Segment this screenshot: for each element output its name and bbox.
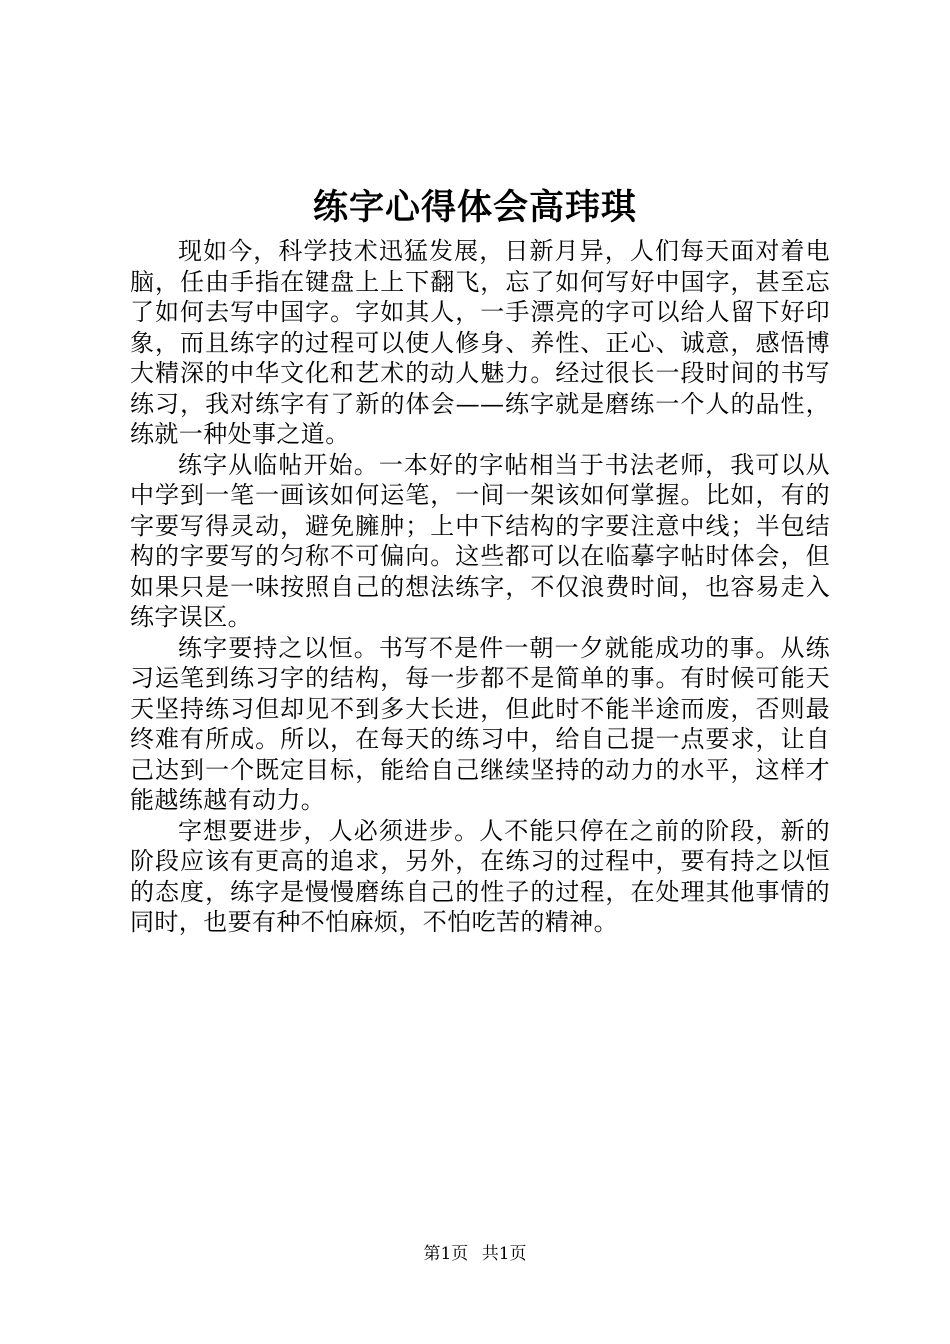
paragraph-1: 现如今，科学技术迅猛发展，日新月异，人们每天面对着电脑，任由手指在键盘上上下翻飞，忘了如何写好中国字，甚至忘了如何去写中国字。字如其人，一手漂亮的字可以给人留下好印象，而且练字的过程可以使人修身、养性、正心、诚意，感悟博大精深的中华文化和艺术的动人魅力。经过很长一段时间的书写练习，我对练字有了新的体会——练字就是磨练一个人的品性，练就一种处事之道。 [130,237,830,448]
paragraph-3: 练字要持之以恒。书写不是件一朝一夕就能成功的事。从练习运笔到练习字的结构，每一步都不是简单的事。有时候可能天天坚持练习但却见不到多大长进，但此时不能半途而废，否则最终难有所成。所以，在每天的练习中，给自己提一点要求，让自己达到一个既定目标，能给自己继续坚持的动力的水平，这样才能越练越有动力。 [130,633,830,814]
paragraph-2: 练字从临帖开始。一本好的字帖相当于书法老师，我可以从中学到一笔一画该如何运笔，一间一架该如何掌握。比如，有的字要写得灵动，避免臃肿；上中下结构的字要注意中线；半包结构的字要写的匀称不可偏向。这些都可以在临摹字帖时体会，但如果只是一味按照自己的想法练字，不仅浪费时间，也容易走入练字误区。 [130,450,830,631]
page-total: 共1页 [481,1244,527,1264]
document-body [130,236,830,938]
paragraph-4: 字想要进步，人必须进步。人不能只停在之前的阶段，新的阶段应该有更高的追求，另外，在练习的过程中，要有持之以恒的态度，练字是慢慢磨练自己的性子的过程，在处理其他事情的同时，也要有种不怕麻烦，不怕吃苦的精神。 [130,816,830,936]
document-title: 练字心得体会高玮琪 [312,187,637,228]
page-footer [0,1242,950,1266]
page-number: 第1页 [423,1244,469,1264]
